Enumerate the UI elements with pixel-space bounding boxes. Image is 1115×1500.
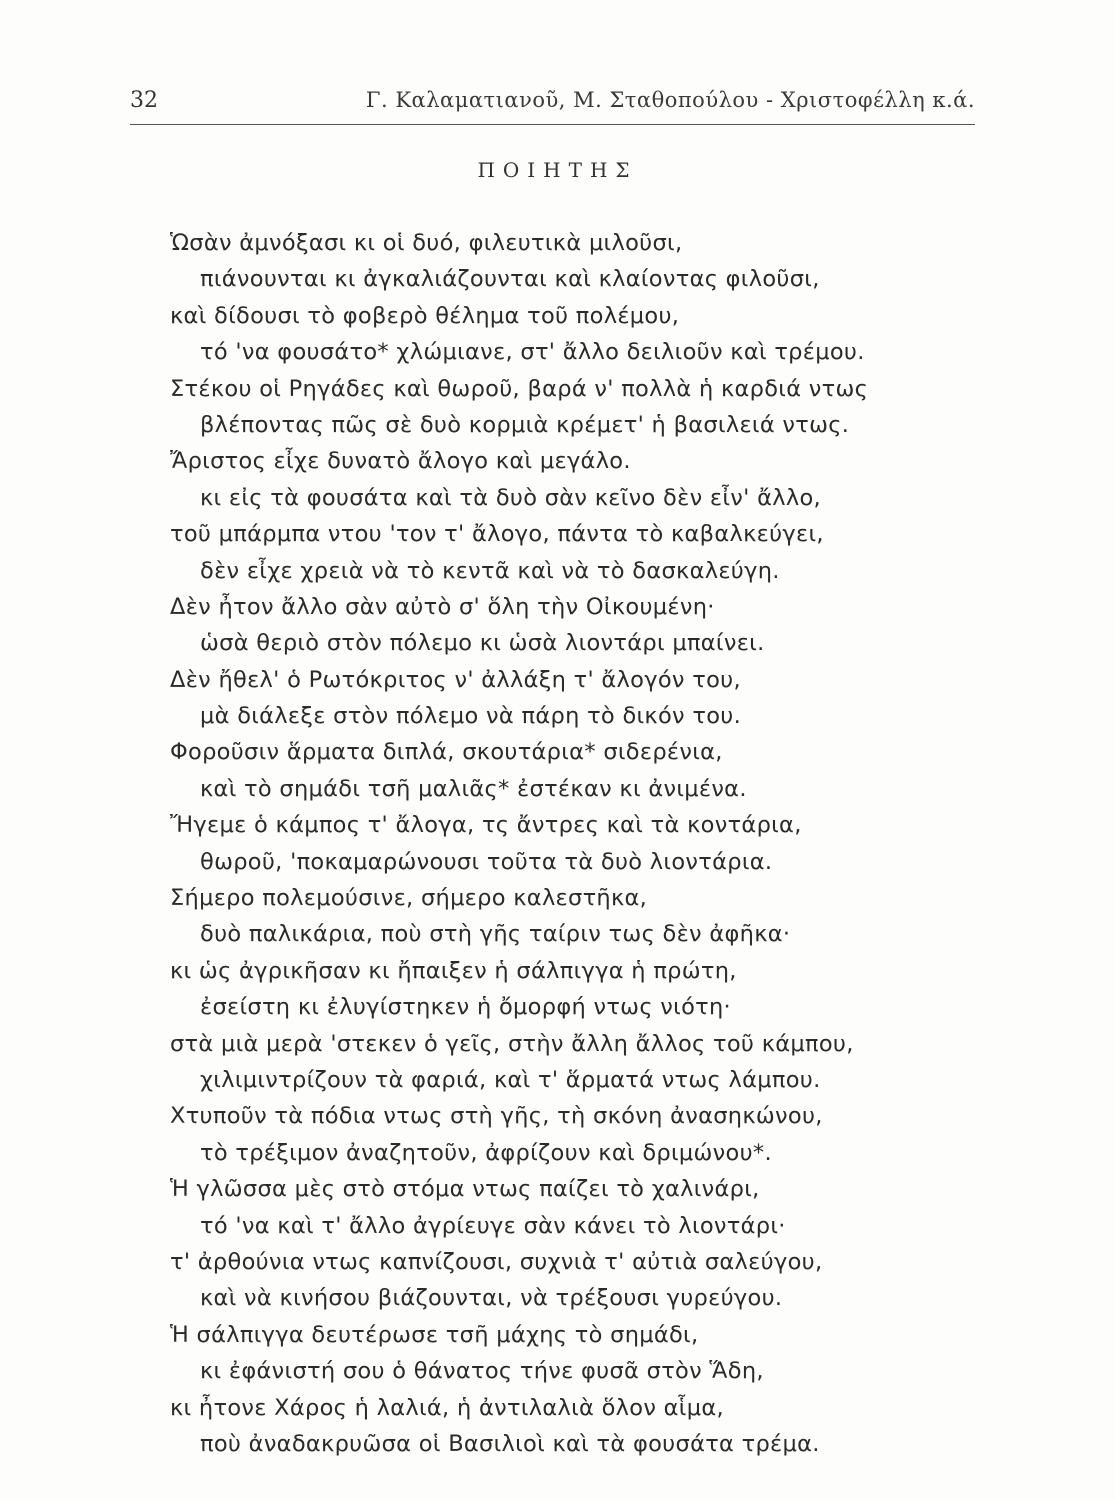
verse-line: ὡσὰ θεριὸ στὸν πόλεμο κι ὡσὰ λιοντάρι μπαίνει. <box>200 630 765 657</box>
verse-line: κι ἐφάνιστή σου ὁ θάνατος τήνε φυσᾶ στὸν Ἅδη, <box>200 1358 764 1385</box>
verse-line: πιάνουνται κι ἀγκαλιάζουνται καὶ κλαίοντας φιλοῦσι, <box>200 266 820 293</box>
poem-text <box>170 225 970 1462</box>
verse-line: στὰ μιὰ μερὰ 'στεκεν ὁ γεῖς, στὴν ἄλλη ἄλλος τοῦ κάμπου, <box>170 1030 854 1057</box>
verse-line: κι εἰς τὰ φουσάτα καὶ τὰ δυὸ σὰν κεῖνο δὲν εἶν' ἄλλο, <box>200 484 821 511</box>
verse-line: δυὸ παλικάρια, ποὺ στὴ γῆς ταίριν τως δὲν ἀφῆκα· <box>200 921 791 948</box>
verse-line: Ἡ γλῶσσα μὲς στὸ στόμα ντως παίζει τὸ χαλινάρι, <box>170 1176 760 1203</box>
verse-line: τ' ἀρθούνια ντως καπνίζουσι, συχνιὰ τ' αὐτιὰ σαλεύγου, <box>170 1248 823 1275</box>
verse-line: Ἄριστος εἶχε δυνατὸ ἄλογο καὶ μεγάλο. <box>170 448 631 475</box>
verse-line: Σήμερο πολεμούσινε, σήμερο καλεστῆκα, <box>170 885 648 912</box>
verse-line: Ἡ σάλπιγγα δευτέρωσε τσῆ μάχης τὸ σημάδι, <box>170 1321 699 1348</box>
verse-line: βλέποντας πῶς σὲ δυὸ κορμιὰ κρέμετ' ἡ βασιλειά ντως. <box>200 411 850 438</box>
verse-line: τό 'να φουσάτο* χλώμιανε, στ' ἄλλο δειλιοῦν καὶ τρέμου. <box>200 339 865 366</box>
header-divider <box>130 124 975 125</box>
verse-line: Δὲν ἤθελ' ὁ Ρωτόκριτος ν' ἀλλάξη τ' ἄλογόν του, <box>170 666 741 693</box>
verse-line: Χτυποῦν τὰ πόδια ντως στὴ γῆς, τὴ σκόνη ἀνασηκώνου, <box>170 1103 823 1130</box>
page-number: 32 <box>130 88 158 113</box>
verse-line: ποὺ ἀναδακρυῶσα οἱ Βασιλιοὶ καὶ τὰ φουσάτα τρέμα. <box>200 1430 820 1457</box>
verse-line: θωροῦ, 'ποκαμαρώνουσι τοῦτα τὰ δυὸ λιοντάρια. <box>200 848 773 875</box>
verse-line: τό 'να καὶ τ' ἄλλο ἀγρίευγε σὰν κάνει τὸ λιοντάρι· <box>200 1212 786 1239</box>
running-title: Γ. Καλαματιανοῦ, Μ. Σταθοπούλου - Χριστοφέλλη κ.ά. <box>365 88 975 112</box>
verse-line: ἐσείστη κι ἐλυγίστηκεν ἡ ὄμορφή ντως νιότη· <box>200 994 731 1021</box>
verse-line: δὲν εἶχε χρειὰ νὰ τὸ κεντᾶ καὶ νὰ τὸ δασκαλεύγη. <box>200 557 780 584</box>
verse-line: Φοροῦσιν ἅρματα διπλά, σκουτάρια* σιδερένια, <box>170 739 723 766</box>
verse-line: χιλιμιντρίζουν τὰ φαριά, καὶ τ' ἅρματά ντως λάμπου. <box>200 1066 821 1093</box>
verse-line: Ὡσὰν ἀμνόξασι κι οἱ δυό, φιλευτικὰ μιλοῦσι, <box>170 230 683 256</box>
verse-line: τὸ τρέξιμον ἀναζητοῦν, ἀφρίζουν καὶ δριμώνου*. <box>200 1139 772 1166</box>
verse-line: καὶ τὸ σημάδι τσῆ μαλιᾶς* ἐστέκαν κι ἀνιμένα. <box>200 775 747 802</box>
verse-line: Ἤγεμε ὁ κάμπος τ' ἄλογα, τς ἄντρες καὶ τὰ κοντάρια, <box>170 812 802 839</box>
running-head <box>130 82 975 122</box>
verse-line: τοῦ μπάρμπα ντου 'τον τ' ἄλογο, πάντα τὸ καβαλκεύγει, <box>170 521 824 548</box>
verse-line: μὰ διάλεξε στὸν πόλεμο νὰ πάρη τὸ δικόν του. <box>200 703 742 730</box>
section-title: ΠΟΙΗΤΗΣ <box>477 158 638 182</box>
verse-line: κι ἦτονε Χάρος ἡ λαλιά, ἡ ἀντιλαλιὰ ὅλον αἷμα, <box>170 1394 724 1421</box>
verse-line: καὶ νὰ κινήσου βιάζουνται, νὰ τρέξουσι γυρεύγου. <box>200 1285 783 1312</box>
verse-line: κι ὡς ἀγρικῆσαν κι ἤπαιξεν ἡ σάλπιγγα ἡ πρώτη, <box>170 957 737 984</box>
verse-line: Στέκου οἱ Ρηγάδες καὶ θωροῦ, βαρά ν' πολλὰ ἡ καρδιά ντως <box>170 375 869 402</box>
verse-line: Δὲν ἦτον ἄλλο σὰν αὐτὸ σ' ὅλη τὴν Οἰκουμένη· <box>170 593 715 620</box>
verse-line: καὶ δίδουσι τὸ φοβερὸ θέλημα τοῦ πολέμου, <box>170 302 680 329</box>
